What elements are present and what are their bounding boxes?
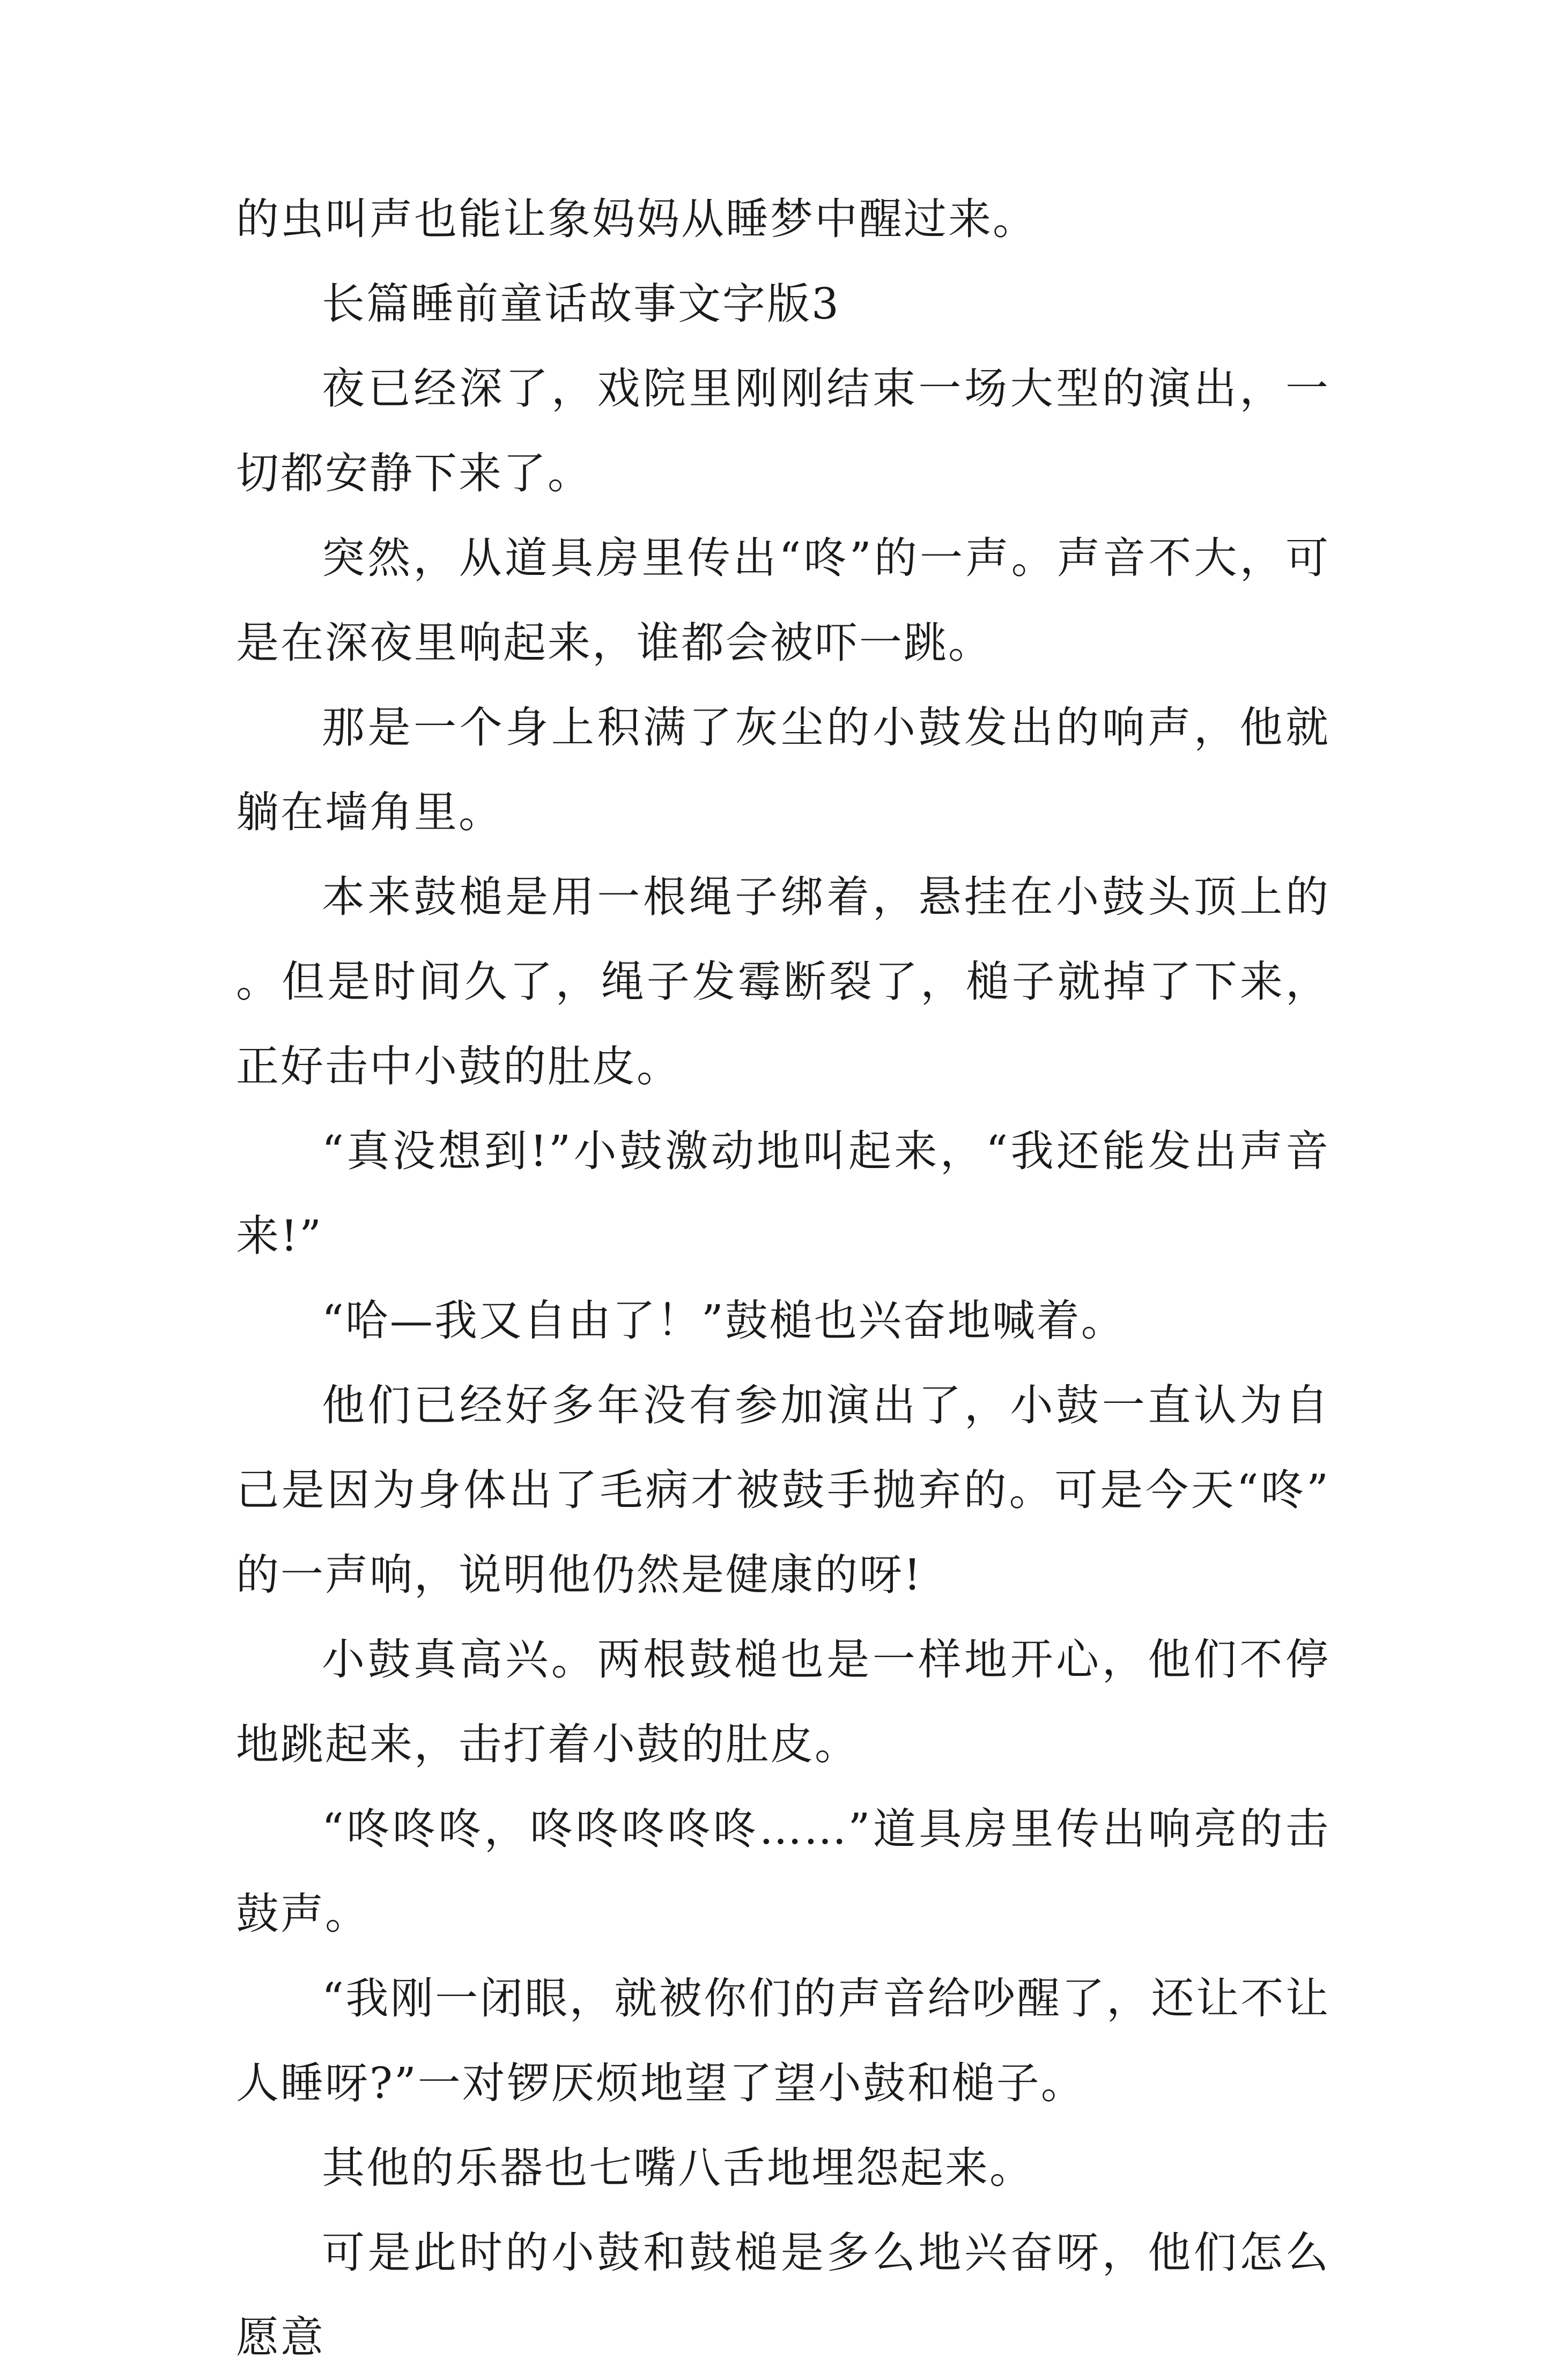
paragraph: 本来鼓槌是用一根绳子绑着，悬挂在小鼓头顶上的。但是时间久了，绳子发霉断裂了，槌子就掉了下来，正好击中小鼓的肚皮。: [236, 872, 1330, 1091]
paragraph: “真没想到!”小鼓激动地叫起来，“我还能发出声音来!”: [236, 1126, 1330, 1261]
paragraph: “咚咚咚，咚咚咚咚咚……”道具房里传出响亮的击鼓声。: [236, 1804, 1330, 1939]
paragraph-continuation: 的虫叫声也能让象妈妈从睡梦中醒过来。: [236, 194, 1037, 244]
paragraph: “我刚一闭眼，就被你们的声音给吵醒了，还让不让人睡呀?”一对锣厌烦地望了望小鼓和槌子。: [236, 1974, 1330, 2108]
paragraph: “哈—我又自由了！”鼓槌也兴奋地喊着。: [322, 1296, 1126, 1346]
paragraph: 夜已经深了，戏院里刚刚结束一场大型的演出，一切都安静下来了。: [236, 364, 1330, 498]
section-heading: 长篇睡前童话故事文字版3: [322, 279, 840, 329]
paragraph: 他们已经好多年没有参加演出了，小鼓一直认为自己是因为身体出了毛病才被鼓手抛弃的。可是今天“咚”的一声响，说明他仍然是健康的呀!: [236, 1380, 1330, 1600]
paragraph: 突然，从道具房里传出“咚”的一声。声音不大，可是在深夜里响起来，谁都会被吓一跳。: [236, 533, 1330, 668]
body-text: [236, 177, 1330, 2380]
paragraph: 小鼓真高兴。两根鼓槌也是一样地开心，他们不停地跳起来，击打着小鼓的肚皮。: [236, 1635, 1330, 1769]
paragraph: 可是此时的小鼓和鼓槌是多么地兴奋呀，他们怎么愿意: [236, 2228, 1330, 2362]
paragraph: 那是一个身上积满了灰尘的小鼓发出的响声，他就躺在墙角里。: [236, 703, 1330, 837]
paragraph: 其他的乐器也七嘴八舌地埋怨起来。: [322, 2143, 1034, 2193]
